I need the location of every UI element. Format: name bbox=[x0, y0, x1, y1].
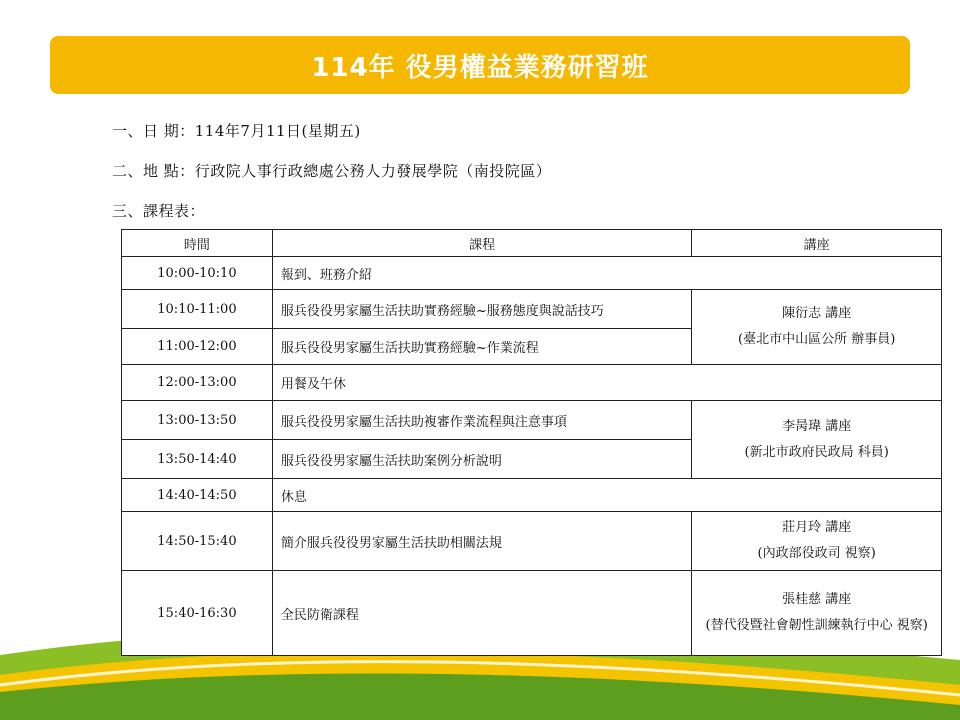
place-line: 二、地 點：行政院人事行政總處公務人力發展學院（南投院區） bbox=[112, 162, 552, 180]
table-header-row bbox=[122, 230, 942, 257]
lecturer-name: 張桂慈 講座 bbox=[782, 592, 852, 607]
lecturer-name: 莊月玲 講座 bbox=[782, 520, 852, 535]
time-cell: 14:50-15:40 bbox=[122, 512, 273, 571]
lecturer-org: (內政部役政司 視察) bbox=[757, 546, 876, 561]
course-cell: 服兵役役男家屬生活扶助案例分析說明 bbox=[272, 440, 691, 479]
course-cell: 簡介服兵役役男家屬生活扶助相關法規 bbox=[272, 512, 691, 571]
lecturer-org: (替代役暨社會韌性訓練執行中心 視察) bbox=[705, 618, 928, 633]
time-cell: 14:40-14:50 bbox=[122, 479, 273, 512]
table-row bbox=[122, 512, 942, 571]
time-cell: 11:00-12:00 bbox=[122, 329, 273, 365]
course-cell: 全民防衛課程 bbox=[272, 571, 691, 656]
lecturer-org: (新北市政府民政局 科員) bbox=[744, 444, 889, 460]
header-course: 課程 bbox=[272, 230, 691, 257]
table-row bbox=[122, 257, 942, 290]
lecturer-cell bbox=[692, 290, 942, 365]
lecturer-cell bbox=[692, 571, 942, 656]
lecturer-org: (臺北市中山區公所 辦事員) bbox=[738, 332, 896, 347]
lecturer-cell bbox=[692, 401, 942, 479]
lecturer-name: 陳衍志 講座 bbox=[782, 306, 852, 321]
date-line: 一、日 期：114年7月11日(星期五) bbox=[112, 122, 361, 140]
table-row bbox=[122, 290, 942, 329]
lecturer-name: 李昺瑋 講座 bbox=[782, 418, 852, 434]
time-cell: 13:00-13:50 bbox=[122, 401, 273, 440]
table-row bbox=[122, 401, 942, 440]
header-lecturer: 講座 bbox=[692, 230, 942, 257]
time-cell: 10:10-11:00 bbox=[122, 290, 273, 329]
course-cell: 服兵役役男家屬生活扶助複審作業流程與注意事項 bbox=[272, 401, 691, 440]
course-cell: 報到、班務介紹 bbox=[272, 257, 941, 290]
page-title: 114年 役男權益業務研習班 bbox=[311, 52, 649, 83]
lecturer-cell bbox=[692, 512, 942, 571]
title-banner bbox=[50, 36, 910, 94]
course-cell: 休息 bbox=[272, 479, 941, 512]
course-cell: 服兵役役男家屬生活扶助實務經驗~服務態度與說話技巧 bbox=[272, 290, 691, 329]
time-cell: 15:40-16:30 bbox=[122, 571, 273, 656]
course-cell: 服兵役役男家屬生活扶助實務經驗~作業流程 bbox=[272, 329, 691, 365]
table-row bbox=[122, 571, 942, 656]
header-time: 時間 bbox=[122, 230, 273, 257]
schedule-label: 三、課程表： bbox=[112, 202, 206, 220]
course-cell: 用餐及午休 bbox=[272, 365, 941, 401]
table-row bbox=[122, 365, 942, 401]
time-cell: 13:50-14:40 bbox=[122, 440, 273, 479]
schedule-table bbox=[121, 229, 942, 656]
time-cell: 12:00-13:00 bbox=[122, 365, 273, 401]
time-cell: 10:00-10:10 bbox=[122, 257, 273, 290]
table-row bbox=[122, 479, 942, 512]
